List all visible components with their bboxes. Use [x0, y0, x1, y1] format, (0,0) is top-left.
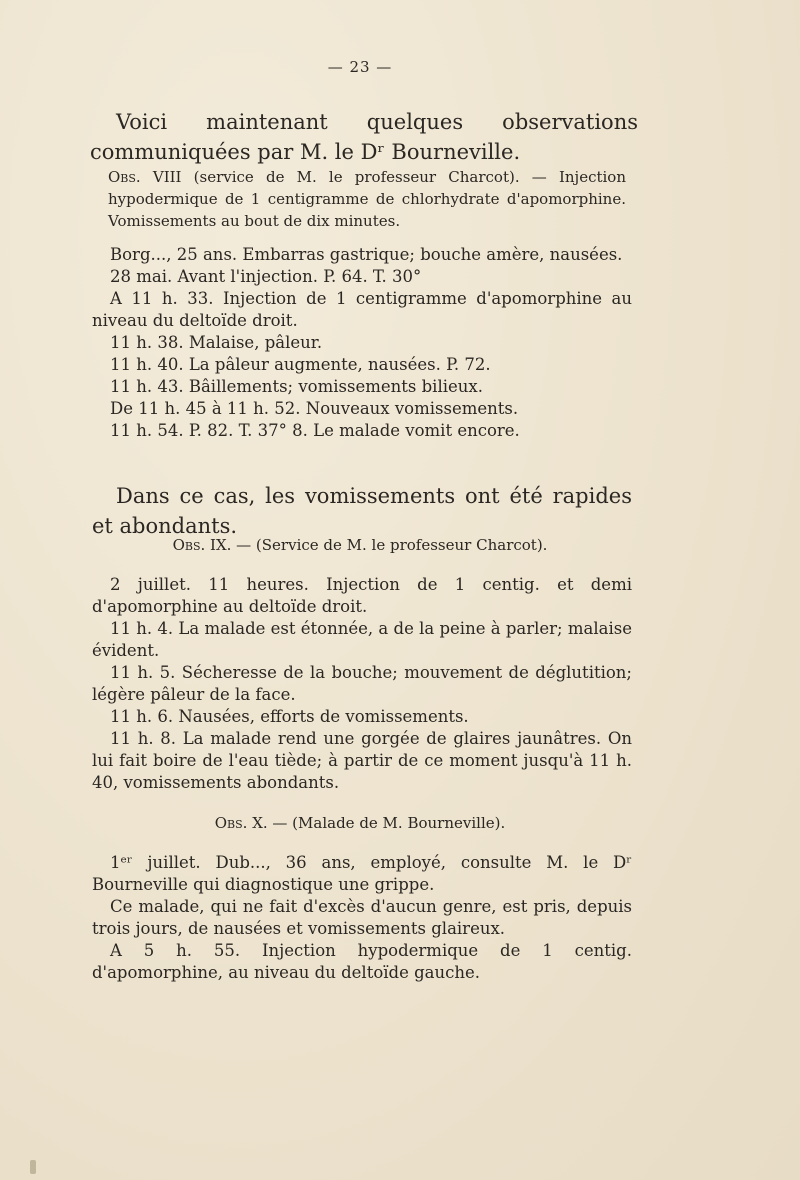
obs9-line: 11 h. 8. La malade rend une gorgée de glaires jaunâtres. On lui fait boire de l'eau tiède; à partir de ce moment jusqu'à 11 h. 40, vomissements abondants. [92, 729, 632, 792]
obs9-body [92, 574, 632, 794]
obs8-body [92, 244, 632, 442]
obs8-line: 11 h. 38. Malaise, pâleur. [110, 333, 323, 352]
obs9-heading-text: IX. — (Service de M. le professeur Charcot). [205, 536, 548, 554]
obs10-line: A 5 h. 55. Injection hypodermique de 1 centig. d'apomorphine, au niveau du deltoïde gauche. [92, 941, 632, 982]
intro-paragraph: Voici maintenant quelques observations communiquées par M. le Dʳ Bourneville. [90, 110, 638, 164]
closing-paragraph: Dans ce cas, les vomissements ont été rapides et abondants. [92, 484, 632, 538]
obs8-heading-text: VIII (service de M. le professeur Charcot). — Injection hypodermique de 1 centigramme de chlorhydrate d'apomorphine. Vomissements au bout de dix minutes. [108, 168, 626, 230]
obs9-line: 11 h. 5. Sécheresse de la bouche; mouvement de déglutition; légère pâleur de la face. [92, 663, 632, 704]
obs9-line: 2 juillet. 11 heures. Injection de 1 centig. et demi d'apomorphine au deltoïde droit. [92, 575, 632, 616]
obs9-heading [0, 536, 720, 554]
obs8-line: De 11 h. 45 à 11 h. 52. Nouveaux vomissements. [110, 399, 519, 418]
obs8-line: Borg..., 25 ans. Embarras gastrique; bouche amère, nausées. [110, 245, 623, 264]
obs8-line: 11 h. 43. Bâillements; vomissements bilieux. [110, 377, 483, 396]
obs10-line: 1ᵉʳ juillet. Dub..., 36 ans, employé, consulte M. le Dʳ Bourneville qui diagnostique une grippe. [92, 853, 632, 894]
page-number: — 23 — [327, 58, 393, 76]
obs8-line: 11 h. 54. P. 82. T. 37° 8. Le malade vomit encore. [110, 421, 520, 440]
obs8-line: 11 h. 40. La pâleur augmente, nausées. P. 72. [110, 355, 491, 374]
obs8-line: 28 mai. Avant l'injection. P. 64. T. 30° [110, 267, 422, 286]
obs10-line: Ce malade, qui ne fait d'excès d'aucun genre, est pris, depuis trois jours, de nausées et vomissements glaireux. [92, 897, 632, 938]
obs10-heading-text: X. — (Malade de M. Bourneville). [247, 814, 506, 832]
obs8-heading [108, 166, 626, 232]
obs8-label: Obs. [108, 168, 141, 186]
obs10-body [92, 852, 632, 984]
obs10-heading [0, 814, 720, 832]
obs9-line: 11 h. 6. Nausées, efforts de vomissements. [110, 707, 469, 726]
obs9-line: 11 h. 4. La malade est étonnée, a de la peine à parler; malaise évident. [92, 619, 632, 660]
obs8-line: A 11 h. 33. Injection de 1 centigramme d'apomorphine au niveau du deltoïde droit. [92, 289, 632, 330]
obs9-label: Obs. [172, 536, 206, 554]
obs10-label: Obs. [214, 814, 248, 832]
paper-stain [30, 1160, 36, 1174]
